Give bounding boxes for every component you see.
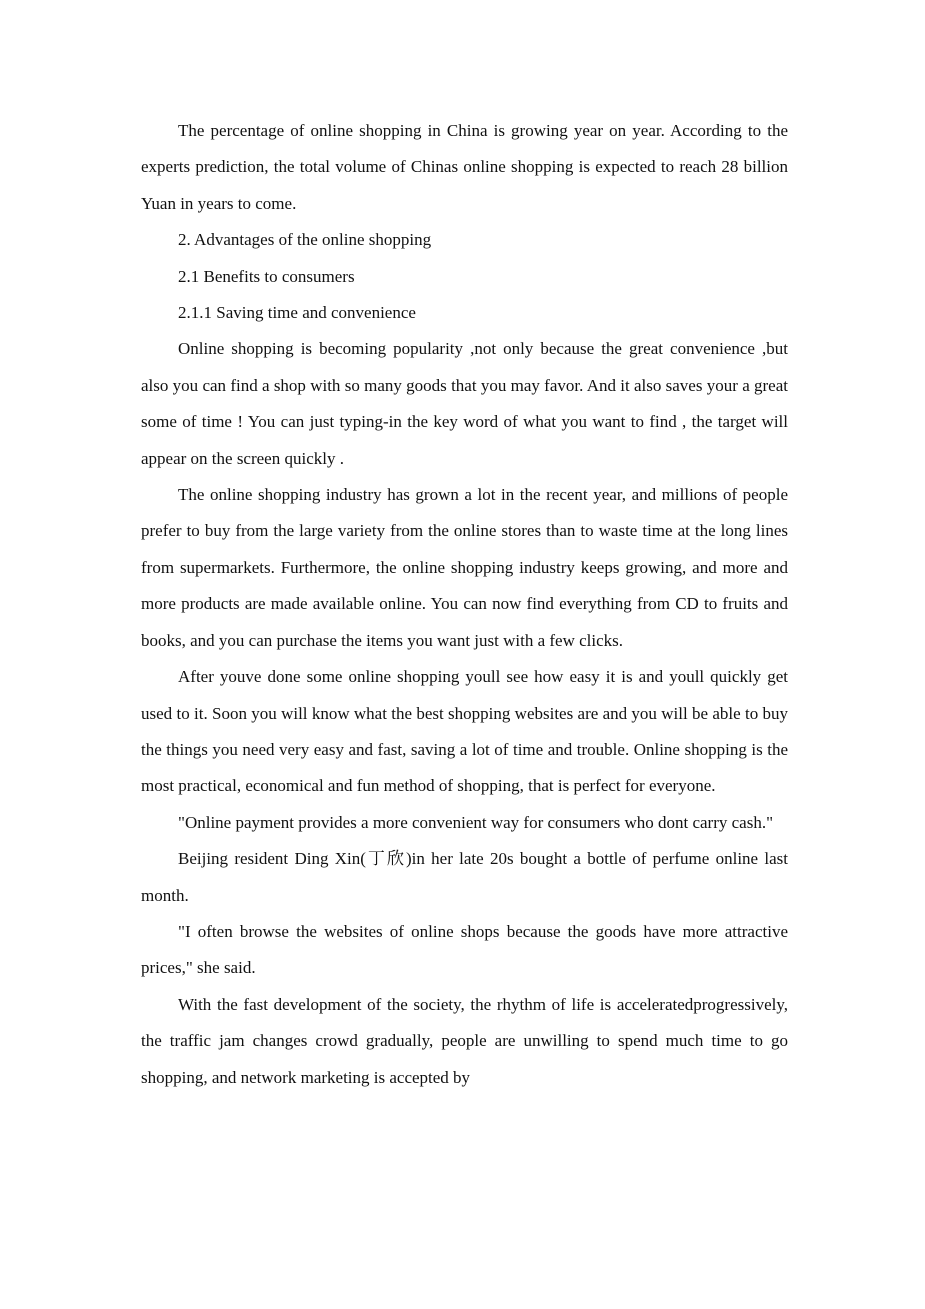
paragraph-beijing-resident: Beijing resident Ding Xin(丁欣)in her late 20s bought a bottle of perfume online last month. <box>141 849 788 905</box>
paragraph-society-development: With the fast development of the society, the rhythm of life is acceleratedprogressively, the traffic jam changes crowd gradually, people are unwilling to spend much time to go shopping, and network marketing is accepted by <box>141 994 788 1087</box>
heading-saving-time: 2.1.1 Saving time and convenience <box>178 303 416 323</box>
heading-advantages: 2. Advantages of the online shopping <box>178 230 432 250</box>
document-page <box>141 113 788 1096</box>
paragraph-payment-quote: "Online payment provides a more convenient way for consumers who dont carry cash." <box>178 812 774 832</box>
paragraph-easy-shopping: After youve done some online shopping youll see how easy it is and youll quickly get used to it. Soon you will know what the best shopping websites are and you will be able to buy the things you need very easy and fast, saving a lot of time and trouble. Online shopping is the most practical, economical and fun method of shopping, that is perfect for everyone. <box>141 667 788 796</box>
paragraph-popularity: Online shopping is becoming popularity ,not only because the great convenience ,but also you can find a shop with so many goods that you may favor. And it also saves your a great some of time ! You can just typing-in the key word of what you want to find , the target will appear on the screen quickly . <box>141 339 788 468</box>
paragraph-intro: The percentage of online shopping in China is growing year on year. According to the experts prediction, the total volume of Chinas online shopping is expected to reach 28 billion Yuan in years to come. <box>141 121 788 213</box>
paragraph-industry-growth: The online shopping industry has grown a lot in the recent year, and millions of people prefer to buy from the large variety from the online stores than to waste time at the long lines from supermarkets. Furthermore, the online shopping industry keeps growing, and more and more products are made available online. You can now find everything from CD to fruits and books, and you can purchase the items you want just with a few clicks. <box>141 485 788 650</box>
paragraph-browse-quote: "I often browse the websites of online shops because the goods have more attractive prices," she said. <box>141 921 788 978</box>
heading-benefits-to-consumers: 2.1 Benefits to consumers <box>178 266 355 286</box>
